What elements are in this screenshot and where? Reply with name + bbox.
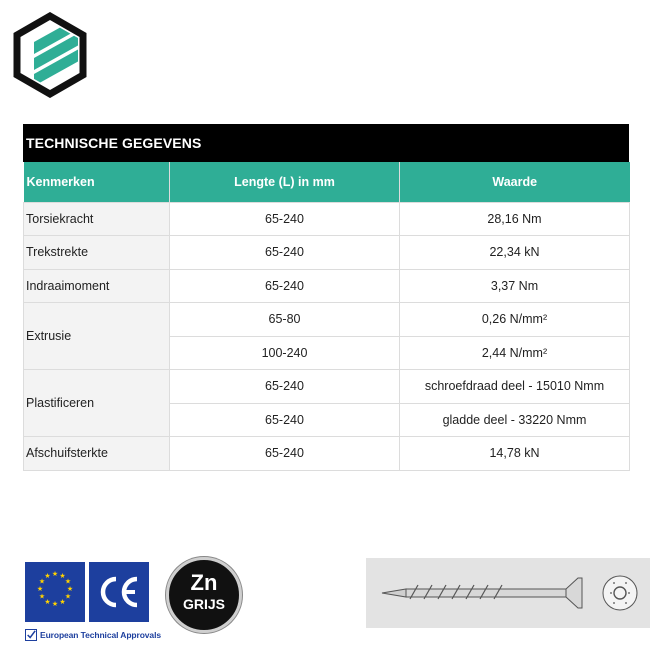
svg-text:★: ★ [51, 570, 59, 578]
table-row [24, 236, 630, 270]
zinc-grey-badge [166, 557, 242, 633]
svg-text:★: ★ [64, 577, 72, 586]
value-cell: 0,26 N/mm² [400, 303, 630, 337]
ce-mark-icon [89, 562, 149, 622]
header-length: Lengte (L) in mm [170, 162, 400, 202]
eta-approval [25, 628, 161, 642]
length-cell: 65-240 [170, 370, 400, 404]
svg-text:★: ★ [44, 572, 51, 580]
value-cell: 14,78 kN [400, 437, 630, 471]
value-cell: gladde deel - 33220 Nmm [400, 403, 630, 437]
header-features: Kenmerken [24, 162, 170, 202]
table-row [24, 303, 630, 337]
screw-illustration [366, 558, 650, 628]
svg-text:★: ★ [66, 585, 74, 593]
checkbox-check-icon [25, 629, 37, 641]
length-cell: 65-240 [170, 437, 400, 471]
feature-cell: Afschuifsterkte [24, 437, 170, 471]
zn-badge-top: Zn [190, 570, 218, 595]
svg-text:★: ★ [59, 598, 66, 606]
torx-head-icon [603, 576, 637, 610]
table-title: TECHNISCHE GEGEVENS [23, 124, 629, 162]
spec-table [23, 162, 630, 471]
eu-flag-icon [25, 562, 85, 622]
eta-label: European Technical Approvals [40, 630, 161, 640]
brand-logo-icon [12, 12, 88, 98]
value-cell: 22,34 kN [400, 236, 630, 270]
value-cell: 28,16 Nm [400, 202, 630, 236]
svg-text:★: ★ [51, 600, 59, 608]
table-header-row [24, 162, 630, 202]
table-row [24, 437, 630, 471]
technical-data-table [23, 124, 629, 471]
table-row [24, 269, 630, 303]
feature-cell: Extrusie [24, 303, 170, 370]
feature-cell: Trekstrekte [24, 236, 170, 270]
length-cell: 65-240 [170, 403, 400, 437]
table-row [24, 202, 630, 236]
table-row [24, 370, 630, 404]
length-cell: 65-80 [170, 303, 400, 337]
zn-badge-bottom: GRIJS [182, 596, 225, 612]
value-cell: 3,37 Nm [400, 269, 630, 303]
length-cell: 100-240 [170, 336, 400, 370]
feature-cell: Torsiekracht [24, 202, 170, 236]
svg-text:★: ★ [44, 598, 51, 606]
svg-text:★: ★ [38, 577, 46, 586]
svg-text:★: ★ [38, 592, 46, 601]
length-cell: 65-240 [170, 269, 400, 303]
value-cell: schroefdraad deel - 15010 Nmm [400, 370, 630, 404]
value-cell: 2,44 N/mm² [400, 336, 630, 370]
header-value: Waarde [400, 162, 630, 202]
svg-text:★: ★ [36, 585, 44, 593]
screw-icon [366, 558, 650, 628]
feature-cell: Indraaimoment [24, 269, 170, 303]
feature-cell: Plastificeren [24, 370, 170, 437]
svg-text:★: ★ [64, 592, 72, 601]
length-cell: 65-240 [170, 202, 400, 236]
length-cell: 65-240 [170, 236, 400, 270]
svg-text:★: ★ [59, 572, 66, 580]
